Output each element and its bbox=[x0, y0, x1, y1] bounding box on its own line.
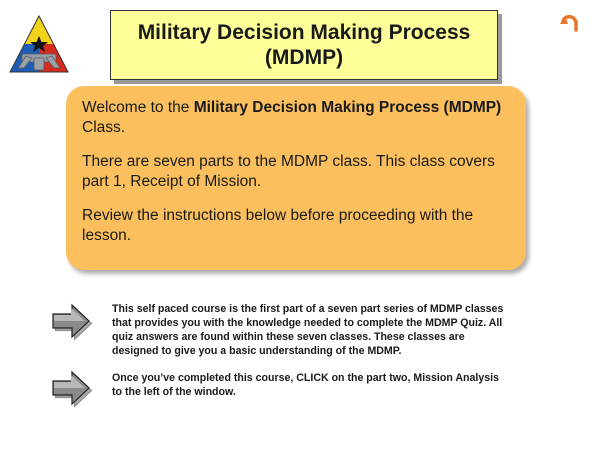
welcome-intro-course-name: Military Decision Making Process (MDMP) bbox=[193, 99, 502, 116]
instructions-paragraph-next: Once you’ve completed this course, CLICK on the part two, Mission Analysis to the left of the window. bbox=[112, 372, 499, 398]
welcome-intro-suffix: Class. bbox=[82, 119, 126, 136]
welcome-intro-prefix: Welcome to the bbox=[82, 99, 194, 116]
welcome-paragraph-intro bbox=[82, 98, 510, 138]
page-title-box bbox=[110, 10, 498, 80]
right-arrow-icon bbox=[51, 303, 93, 341]
armor-insignia-logo-icon bbox=[8, 14, 70, 80]
page-title-line1: Military Decision Making Process bbox=[137, 21, 471, 44]
welcome-paragraph-review: Review the instructions below before proceeding with the lesson. bbox=[82, 207, 474, 244]
curved-back-arrow-icon[interactable] bbox=[559, 12, 581, 34]
right-arrow-icon bbox=[51, 370, 93, 408]
welcome-panel bbox=[66, 86, 526, 270]
instructions-text bbox=[112, 302, 510, 412]
welcome-paragraph-parts: There are seven parts to the MDMP class. This class covers part 1, Receipt of Mission. bbox=[82, 153, 495, 190]
instructions-paragraph-course: This self paced course is the first part of a seven part series of MDMP classes that provides you with the knowledge needed to complete the MDMP Quiz. All quiz answers are found within these seven classes. These classes are designed to give you a basic understanding of the MDMP. bbox=[112, 303, 504, 357]
page-title-line2: (MDMP) bbox=[264, 46, 344, 69]
